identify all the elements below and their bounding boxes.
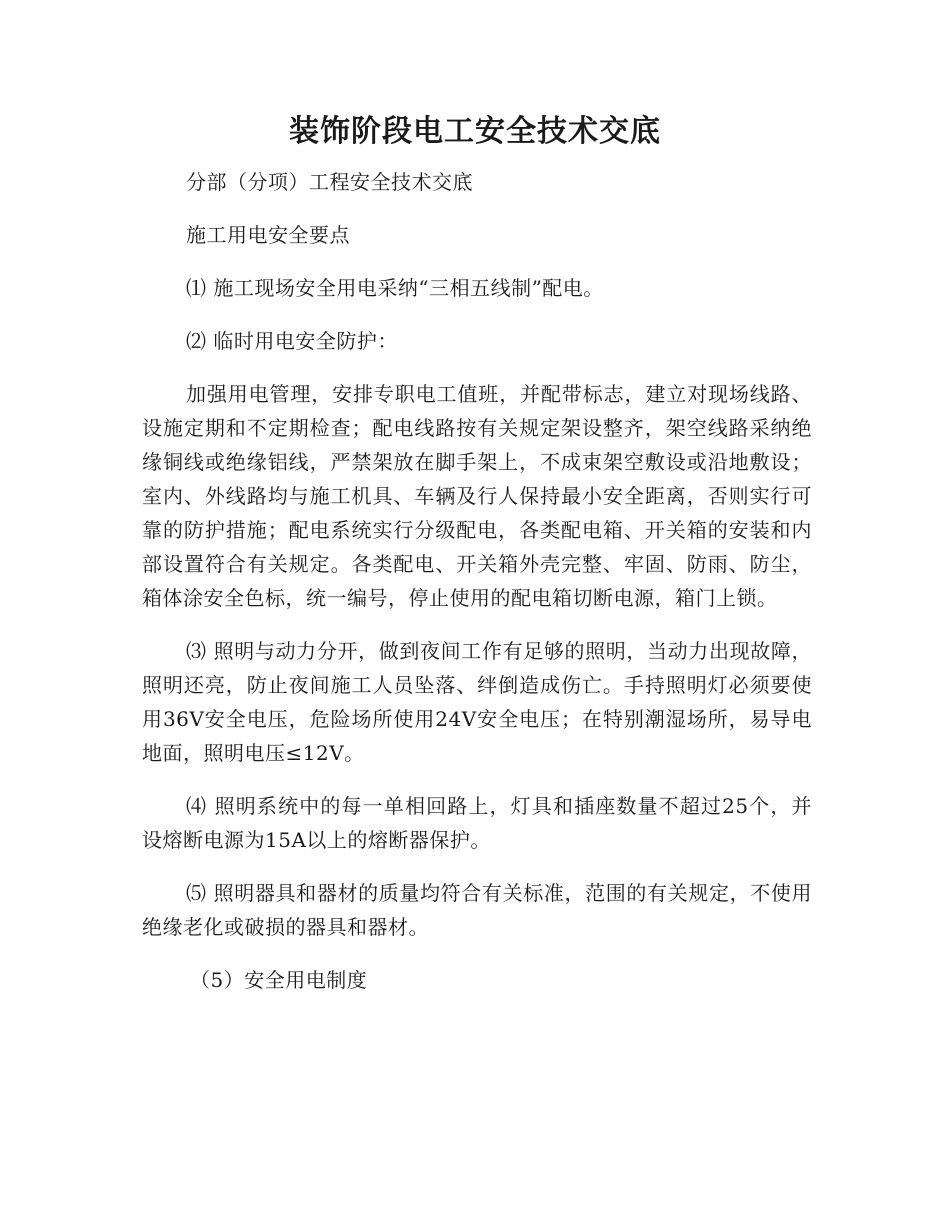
paragraph-subheading: 施工用电安全要点 (186, 223, 350, 247)
paragraph-item-2: ⑵ 临时用电安全防护： (186, 329, 398, 353)
paragraph-item-3: ⑶ 照明与动力分开，做到夜间工作有足够的照明，当动力出现故障，照明还亮，防止夜间施工人员坠落、绊倒造成伤亡。手持照明灯必须要使用36V安全电压，危险场所使用24V安全电压；在特别潮湿场所，易导电地面，照明电压≤12V。 (142, 639, 812, 765)
paragraph-item-4: ⑷ 照明系统中的每一单相回路上，灯具和插座数量不超过25个，并设熔断电源为15A以上的熔断器保护。 (142, 794, 812, 852)
paragraph-safety-rules: （5）安全用电制度 (190, 968, 368, 992)
document-body (142, 165, 812, 1016)
paragraph-item-5: ⑸ 照明器具和器材的质量均符合有关标准，范围的有关规定，不使用绝缘老化或破损的器具和器材。 (142, 881, 812, 939)
paragraph-item-1: ⑴ 施工现场安全用电采纳“三相五线制”配电。 (186, 276, 604, 300)
document-title: 装饰阶段电工安全技术交底 (289, 114, 661, 149)
paragraph-protection-details: 加强用电管理，安排专职电工值班，并配带标志，建立对现场线路、设施定期和不定期检查；配电线路按有关规定架设整齐，架空线路采纳绝缘铜线或绝缘铝线，严禁架放在脚手架上，不成束架空敷设或沿地敷设；室内、外线路均与施工机具、车辆及行人保持最小安全距离，否则实行可靠的防护措施；配电系统实行分级配电，各类配电箱、开关箱的安装和内部设置符合有关规定。各类配电、开关箱外壳完整、牢固、防雨、防尘，箱体涂安全色标，统一编号，停止使用的配电箱切断电源，箱门上锁。 (142, 382, 812, 610)
paragraph-section-heading: 分部（分项）工程安全技术交底 (186, 170, 473, 194)
